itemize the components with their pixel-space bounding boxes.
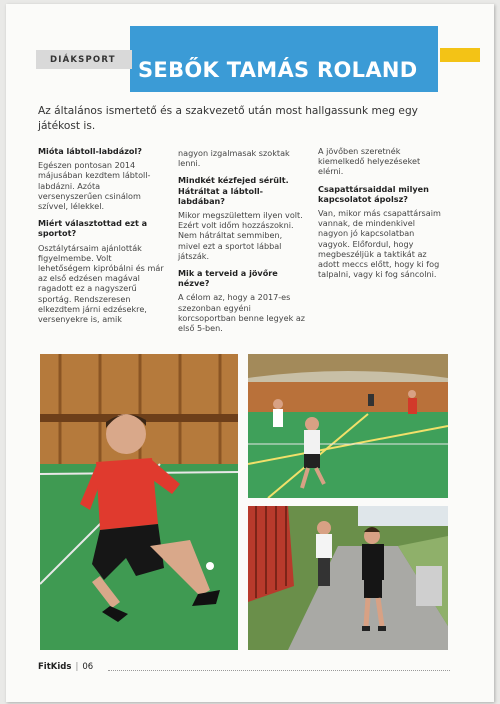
answer: Mikor megszülettem ilyen volt. Ezért volt időm hozzászokni. Nem hátráltat semmiben, mivel ezt a sportot lábbal játszák. (178, 210, 303, 261)
question: Mióta lábtoll-labdázol? (38, 146, 142, 156)
text-column-3 (318, 146, 446, 286)
photo-player-kicking (40, 354, 238, 650)
footer-dotted-line (108, 670, 450, 671)
photo-sports-hall (248, 354, 448, 498)
accent-tab (440, 48, 480, 62)
question: Mik a terveid a jövőre nézve? (178, 268, 278, 289)
section-label: DIÁKSPORT (36, 50, 132, 69)
intro-paragraph: Az általános ismertető és a szakvezető után most hallgassunk meg egy játékost is. (38, 105, 418, 132)
photo-outdoor-path (248, 506, 448, 650)
text-column-2 (178, 148, 306, 340)
answer-continued: A jövőben szeretnék kiemelkedő helyezéseket elérni. (318, 146, 421, 177)
answer: Egészen pontosan 2014 májusában kezdtem lábtoll-labdázni. Azóta versenyszerűen csinálom szívvel, lélekkel. (38, 160, 151, 212)
page-footer (38, 662, 93, 672)
article-title: SEBŐK TAMÁS ROLAND (138, 58, 418, 82)
footer-separator: | (75, 662, 79, 672)
magazine-brand: FitKids (38, 662, 72, 672)
answer: Van, mikor más csapattársaim vannak, de mindenkivel nagyon jó kapcsolatban vagyok. Előfordul, hogy megbeszéljük a taktikát az adott meccs előtt, hogy ki fog talpalni, vagy ki fog sáncolni. (318, 208, 441, 280)
question: Mindkét kézfejed sérült. Hátráltat a lábtoll-labdában? (178, 175, 289, 206)
answer: A célom az, hogy a 2017-es szezonban egyéni korcsoportban benne legyek az első 5-ben. (178, 292, 306, 334)
question: Miért választottad ezt a sportot? (38, 218, 148, 239)
answer-continued: nagyon izgalmasak szoktak lenni. (178, 148, 290, 169)
answer: Osztálytársaim ajánlották figyelmembe. Volt lehetőségem kipróbálni és már az első edzésen magával ragadott ez a nagyszerű sportág. Rendszeresen elkezdtem járni edzésekre, versenyekre is, amik (38, 242, 164, 325)
text-column-1 (38, 146, 166, 331)
question: Csapattársaiddal milyen kapcsolatot ápolsz? (318, 183, 429, 204)
page-number: 06 (82, 662, 94, 672)
